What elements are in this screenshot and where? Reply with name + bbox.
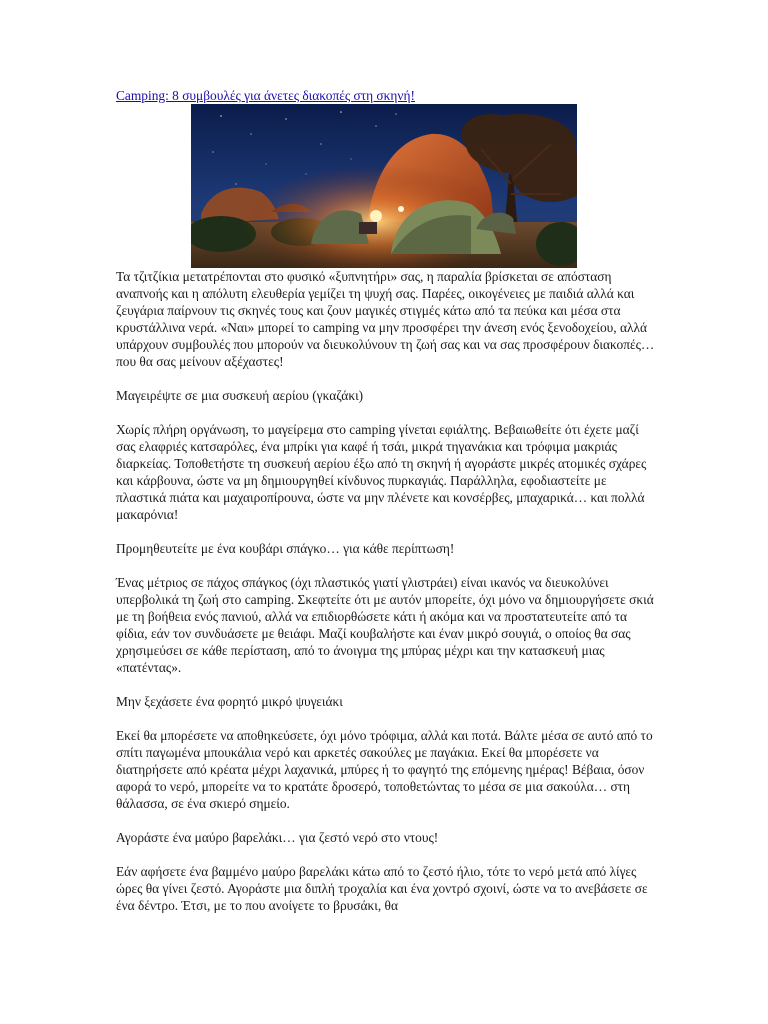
article-title-link[interactable]: Camping: 8 συμβουλές για άνετες διακοπές στη σκηνή! [116, 88, 415, 103]
section-heading-cooler: Μην ξεχάσετε ένα φορητό μικρό ψυγειάκι [116, 694, 343, 709]
section-body-cooler: Εκεί θα μπορέσετε να αποθηκεύσετε, όχι μόνο τρόφιμα, αλλά και ποτά. Βάλτε μέσα σε αυτό από το σπίτι παγωμένα μπουκάλια νερό και αρκετές σακούλες με παγάκια. Εκεί θα μπορέσετε να διατηρήσετε από κρέατα μέχρι λαχανικά, μπύρες ή το φαγητό της επόμενης ημέρας! Βέβαια, όσον αφορά το νερό, μπορείτε να το κρατάτε δροσερό, τοποθετώντας το μέσα σε μια σακούλα… στη θάλασσα, σε ένα σκιερό σημείο. [116, 728, 653, 811]
document-page [116, 88, 656, 914]
section-body-gas-stove: Χωρίς πλήρη οργάνωση, το μαγείρεμα στο camping γίνεται εφιάλτης. Βεβαιωθείτε ότι έχετε μαζί σας ελαφριές κατσαρόλες, ένα μπρίκι για καφέ ή τσάι, μικρά τηγανάκια και τρόφιμα μακριάς διαρκείας. Τοποθετήστε τη συσκευή αερίου έξω από τη σκηνή ή αγοράστε μικρές ατομικές σχάρες και κάρβουνα, ώστε να μη δημιουργηθεί κίνδυνος πυρκαγιάς. Παράλληλα, εφοδιαστείτε με πλαστικά πιάτα και μαχαιροπίρουνα, ώστε να μην πλένετε και κονσέρβες, μπαχαρικά… και πολλά μακαρόνια! [116, 422, 647, 522]
photo-illustration [191, 104, 577, 268]
section-body-string: Ένας μέτριος σε πάχος σπάγκος (όχι πλαστικός γιατί γλιστράει) είναι ικανός να διευκολύνει υπερβολικά τη ζωή στο camping. Σκεφτείτε ότι με αυτόν μπορείτε, όχι μόνο να δημιουργήσετε σκιά με τη βοήθεια ενός πανιού, αλλά να επιδιορθώσετε κάτι ή ακόμα και να προστατευτείτε από τα φίδια, εάν τον συνδυάσετε με θειάφι. Μαζί κουβαλήστε και έναν μικρό σουγιά, ο οποίος θα σας χρησιμεύσει σε κάθε περίσταση, από το άνοιγμα της μπύρας μέχρι και την κατασκευή μιας «πατέντας». [116, 575, 654, 675]
section-heading-string: Προμηθευτείτε με ένα κουβάρι σπάγκο… για κάθε περίπτωση! [116, 541, 455, 556]
intro-paragraph: Τα τζιτζίκια μετατρέπονται στο φυσικό «ξυπνητήρι» σας, η παραλία βρίσκεται σε απόσταση αναπνοής και η απόλυτη ελευθερία γεμίζει τη ψυχή σας. Παρέες, οικογένειες με παιδιά αλλά και ζευγάρια παίρνουν τις σκηνές τους και ζουν μαγικές στιγμές κάτω από τα πεύκα και μέσα στα κρυστάλλινα νερά. «Ναι» μπορεί το camping να μην προσφέρει την άνεση ενός ξενοδοχείου, αλλά υπάρχουν συμβουλές που μπορούν να διευκολύνουν τη ζωή σας και να σας προσφέρουν διακοπές… που θα σας μείνουν αξέχαστες! [116, 269, 655, 369]
section-heading-barrel: Αγοράστε ένα μαύρο βαρελάκι… για ζεστό νερό στο ντους! [116, 830, 439, 845]
section-heading-gas-stove: Μαγειρέψτε σε μια συσκευή αερίου (γκαζάκι) [116, 388, 364, 403]
camping-tents-night-photo [191, 104, 577, 268]
section-body-barrel: Εάν αφήσετε ένα βαμμένο μαύρο βαρελάκι κάτω από το ζεστό ήλιο, τότε το νερό μετά από λίγες ώρες θα γίνει ζεστό. Αγοράστε μια διπλή τροχαλία και ένα χοντρό σχοινί, ώστε να το ανεβάσετε σε ένα δέντρο. Έτσι, με το που ανοίγετε το βρυσάκι, θα [116, 864, 648, 913]
